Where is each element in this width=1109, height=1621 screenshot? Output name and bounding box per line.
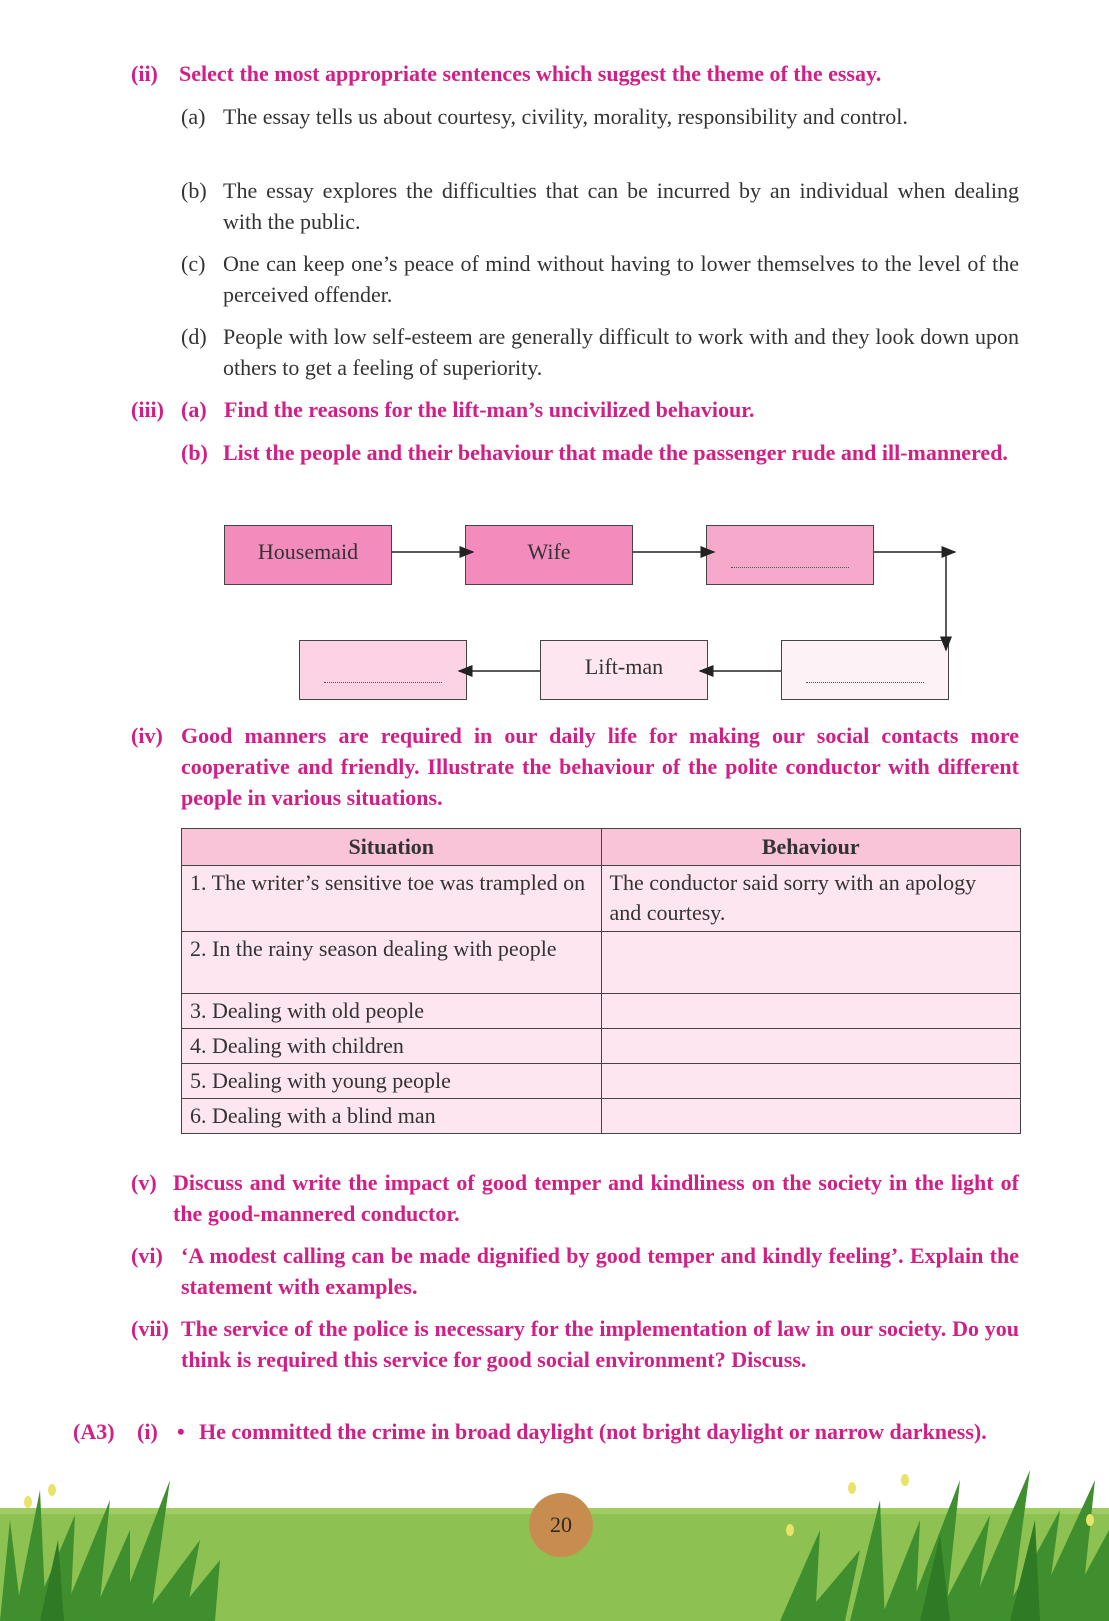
option-label: (d) xyxy=(181,324,207,349)
question-vi xyxy=(131,1240,1019,1302)
subquestion-label: (a) xyxy=(181,397,207,422)
question-text: Discuss and write the impact of good temper and kindliness on the society in the light of the good-mannered conductor. xyxy=(173,1170,1019,1226)
question-number: (i) xyxy=(137,1419,158,1444)
question-text: He committed the crime in broad daylight (not bright daylight or narrow darkness). xyxy=(199,1419,987,1444)
flow-box-label: Lift-man xyxy=(584,654,664,679)
option-text: The essay tells us about courtesy, civility, morality, responsibility and control. xyxy=(223,104,908,129)
table-cell-situation: 2. In the rainy season dealing with people xyxy=(182,932,602,994)
table-cell-behaviour[interactable] xyxy=(601,994,1021,1029)
question-number: (vii) xyxy=(131,1316,169,1341)
table-cell-situation: 1. The writer’s sensitive toe was trampled on xyxy=(182,866,602,932)
table-header-row xyxy=(182,829,1021,866)
table-cell-situation: 3. Dealing with old people xyxy=(182,994,602,1029)
flow-box-label: Wife xyxy=(527,539,571,564)
table-cell-behaviour: The conductor said sorry with an apology and courtesy. xyxy=(601,866,1021,932)
option-label: (a) xyxy=(181,104,206,129)
bullet: • xyxy=(177,1419,185,1444)
option-text: One can keep one’s peace of mind without having to lower themselves to the level of the perceived offender. xyxy=(223,251,1019,307)
question-iv xyxy=(131,720,1019,813)
table-header: Behaviour xyxy=(601,829,1021,866)
option-text: The essay explores the difficulties that can be incurred by an individual when dealing with the public. xyxy=(223,178,1019,234)
flow-arrows xyxy=(0,0,1109,760)
table-row xyxy=(182,1029,1021,1064)
table-row xyxy=(182,932,1021,994)
question-text: List the people and their behaviour that made the passenger rude and ill-mannered. xyxy=(223,440,1008,465)
question-number: (vi) xyxy=(131,1243,163,1268)
question-text: ‘A modest calling can be made dignified by good temper and kindly feeling’. Explain the statement with examples. xyxy=(181,1243,1019,1299)
question-number: (iii) xyxy=(131,397,164,422)
option-label: (b) xyxy=(181,178,207,203)
table-cell-behaviour[interactable] xyxy=(601,1099,1021,1134)
table-cell-situation: 5. Dealing with young people xyxy=(182,1064,602,1099)
section-label: (A3) xyxy=(73,1419,115,1444)
question-number: (v) xyxy=(131,1170,157,1195)
table-row xyxy=(182,866,1021,932)
question-text: Good manners are required in our daily life for making our social contacts more cooperative and friendly. Illustrate the behaviour of the polite conductor with different people in various situations. xyxy=(181,723,1019,810)
flow-box-label: Housemaid xyxy=(257,539,359,564)
subquestion-label: (b) xyxy=(181,440,208,465)
situation-behaviour-table xyxy=(181,828,1021,1134)
table-cell-behaviour[interactable] xyxy=(601,932,1021,994)
question-text: The service of the police is necessary for the implementation of law in our society. Do you think is required this service for good social environment? Discuss. xyxy=(181,1316,1019,1372)
table-row xyxy=(182,1099,1021,1134)
option-text: People with low self-esteem are generally difficult to work with and they look down upon others to get a feeling of superiority. xyxy=(223,324,1019,380)
question-text: Find the reasons for the lift-man’s uncivilized behaviour. xyxy=(224,397,755,422)
question-v xyxy=(131,1167,1019,1229)
question-text: Select the most appropriate sentences which suggest the theme of the essay. xyxy=(179,61,882,86)
option-label: (c) xyxy=(181,251,206,276)
table-row xyxy=(182,994,1021,1029)
table-cell-behaviour[interactable] xyxy=(601,1029,1021,1064)
question-a3-i xyxy=(73,1416,1019,1447)
question-number: (ii) xyxy=(131,61,158,86)
table-cell-situation: 4. Dealing with children xyxy=(182,1029,602,1064)
question-number: (iv) xyxy=(131,723,163,748)
table-cell-behaviour[interactable] xyxy=(601,1064,1021,1099)
table-header: Situation xyxy=(182,829,602,866)
table-cell-situation: 6. Dealing with a blind man xyxy=(182,1099,602,1134)
page-number: 20 xyxy=(529,1493,593,1557)
table-row xyxy=(182,1064,1021,1099)
question-vii xyxy=(131,1313,1019,1375)
